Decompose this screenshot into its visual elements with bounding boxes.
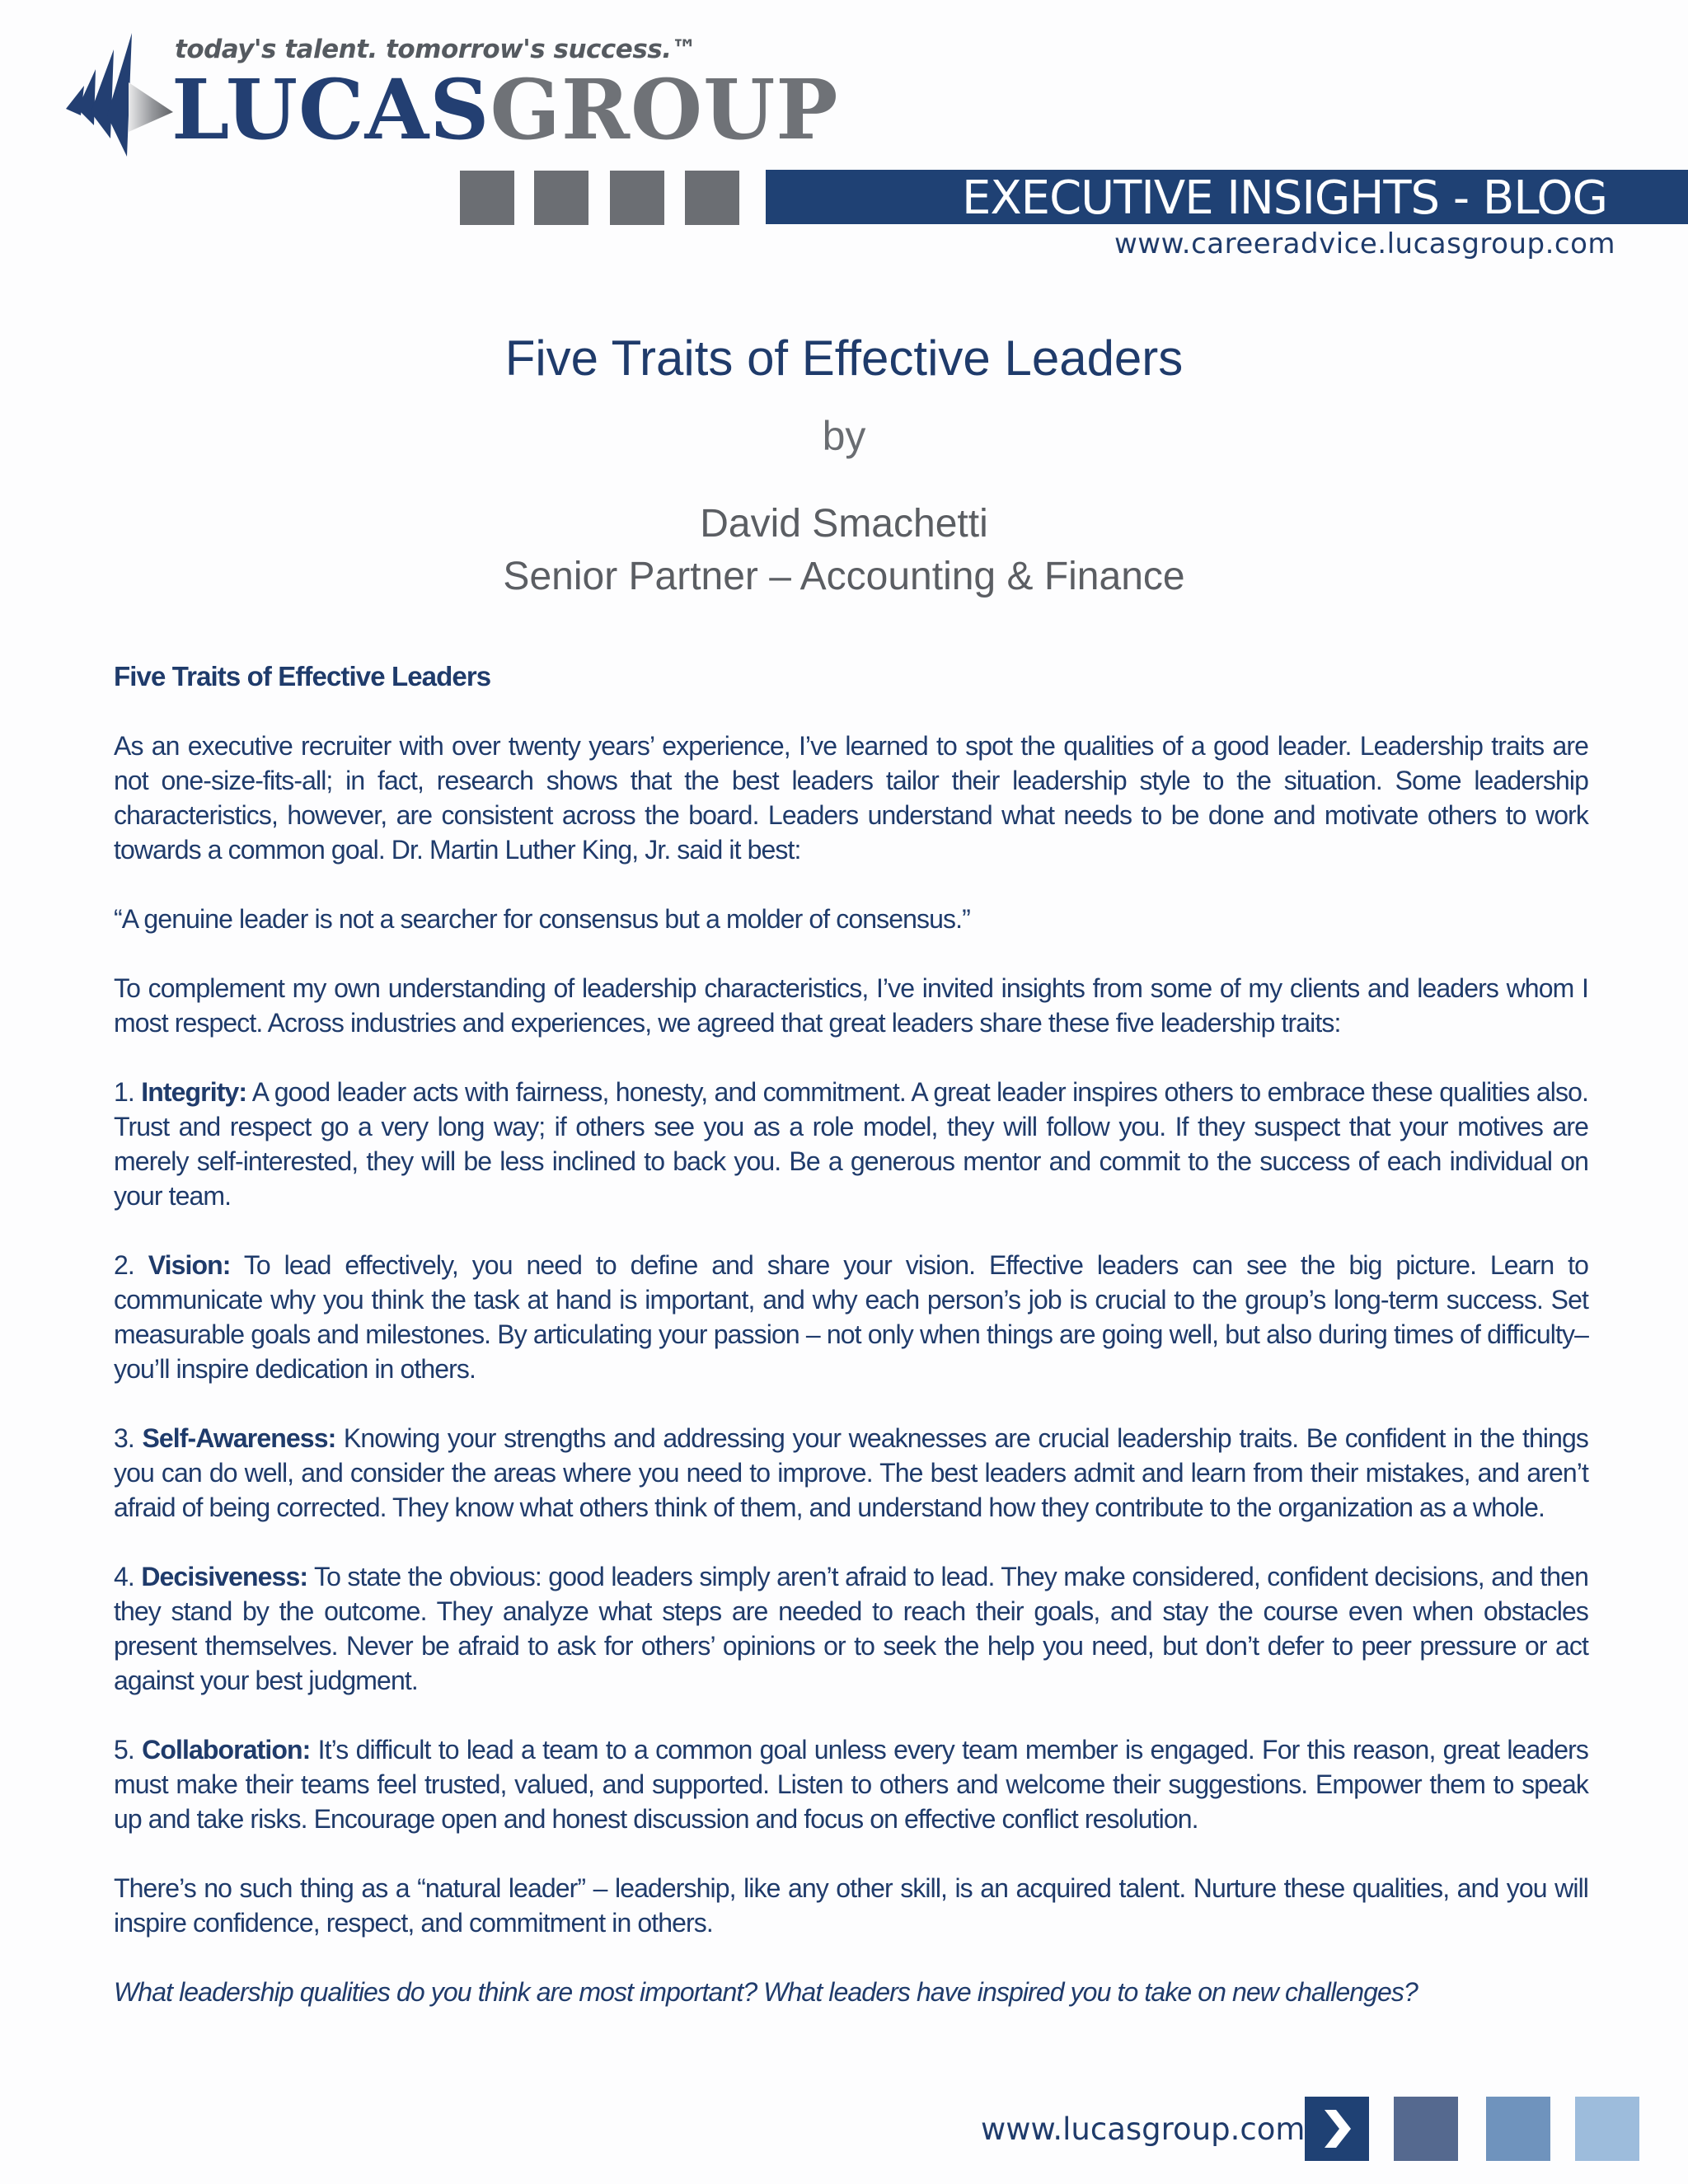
header-square — [685, 171, 739, 225]
trait-item — [114, 1421, 1588, 1525]
trait-number: 3. — [114, 1423, 134, 1453]
footer-url-link[interactable]: www.lucasgroup.com — [981, 2111, 1306, 2147]
trait-item — [114, 1075, 1588, 1213]
closing-question: What leadership qualities do you think are most important? What leaders have inspired you to take on new challenges? — [114, 1977, 1418, 2007]
author-role: Senior Partner – Accounting & Finance — [503, 555, 1185, 598]
blog-banner-title: EXECUTIVE INSIGHTS - BLOG — [961, 171, 1607, 225]
trait-text: It’s difficult to lead a team to a common goal unless every team member is engaged. For this reason, great leaders must make their teams feel trusted, valued, and supported. Listen to others and welcome their suggestions. Empower them to speak up and take risks. Encourage open and honest discussion and focus on effective conflict resolution. — [114, 1735, 1588, 1834]
trait-text: To state the obvious: good leaders simply aren’t afraid to lead. They make considered, confident decisions, and then they stand by the outcome. They analyze what steps are needed to reach their goals, and stay the course even when obstacles present themselves. Never be afraid to ask for others’ opinions or to seek the help you need, but don’t defer to peer pressure or act against your best judgment. — [114, 1562, 1588, 1695]
logo-mark-icon — [59, 33, 175, 181]
trait-item — [114, 1559, 1588, 1698]
trait-name: Collaboration: — [142, 1735, 311, 1765]
trait-name: Decisiveness: — [141, 1562, 308, 1591]
trait-item — [114, 1248, 1588, 1386]
trait-text: A good leader acts with fairness, honesty, and commitment. A great leader inspires others to embrace these qualities also. Trust and respect go a very long way; if others see you as a role model, they will follow you. If they suspect that your motives are merely self-interested, they will be less inclined to back you. Be a generous mentor and commit to the success of each individual on your team. — [114, 1077, 1588, 1211]
logo-wordmark — [171, 61, 839, 158]
trait-name: Vision: — [148, 1250, 231, 1280]
lead-in-paragraph: To complement my own understanding of leadership characteristics, I’ve invited insights from some of my clients and leaders whom I most respect. Across industries and experiences, we agreed that great leaders share these five leadership traits: — [114, 973, 1588, 1038]
logo-group-text: GROUP — [490, 61, 839, 158]
trait-number: 5. — [114, 1735, 134, 1765]
footer-square — [1575, 2097, 1639, 2161]
header-square — [534, 171, 588, 225]
trait-name: Integrity: — [141, 1077, 247, 1107]
intro-paragraph: As an executive recruiter with over twenty years’ experience, I’ve learned to spot the qualities of a good leader. Leadership traits are not one-size-fits-all; in fact, research shows that the best leaders tailor their leadership style to the situation. Some leadership characteristics, however, are consistent across the board. Leaders understand what needs to be done and motivate others to work towards a common goal. Dr. Martin Luther King, Jr. said it best: — [114, 731, 1588, 865]
header-square — [460, 171, 514, 225]
article-body — [114, 659, 1588, 2009]
conclusion-paragraph: There’s no such thing as a “natural leader” – leadership, like any other skill, is an acquired talent. Nurture these qualities, and you will inspire confidence, respect, and commitment in others. — [114, 1873, 1588, 1938]
logo-lucas-text: LUCAS — [171, 61, 490, 158]
chevron-right-icon — [1318, 2108, 1356, 2149]
section-heading: Five Traits of Effective Leaders — [114, 661, 491, 691]
footer-square — [1394, 2097, 1458, 2161]
author-name: David Smachetti — [700, 502, 988, 546]
byline-by: by — [822, 413, 866, 459]
trait-number: 2. — [114, 1250, 134, 1280]
header-square — [610, 171, 664, 225]
tagline: today's talent. tomorrow's success.™ — [175, 35, 696, 64]
trait-number: 1. — [114, 1077, 134, 1107]
blog-url-link[interactable]: www.careeradvice.lucasgroup.com — [1114, 227, 1615, 260]
page-title: Five Traits of Effective Leaders — [504, 330, 1184, 386]
trait-text: Knowing your strengths and addressing your weaknesses are crucial leadership traits. Be confident in the things you can do well, and consider the areas where you need to improve. The best leaders admit and learn from their mistakes, and aren’t afraid of being corrected. They know what others think of them, and understand how they contribute to the organization as a whole. — [114, 1423, 1588, 1522]
quote-paragraph: “A genuine leader is not a searcher for consensus but a molder of consensus.” — [114, 904, 970, 934]
footer-square — [1486, 2097, 1550, 2161]
trait-name: Self-Awareness: — [142, 1423, 336, 1453]
next-button[interactable] — [1305, 2097, 1369, 2161]
trait-item — [114, 1732, 1588, 1836]
trait-text: To lead effectively, you need to define and share your vision. Effective leaders can see the big picture. Learn to communicate why you think the task at hand is important, and why each person’s job is crucial to the group’s long-term success. Set measurable goals and milestones. By articulating your passion – not only when things are going well, but also during times of difficulty– you’ll inspire dedication in others. — [114, 1250, 1588, 1384]
trait-number: 4. — [114, 1562, 134, 1591]
